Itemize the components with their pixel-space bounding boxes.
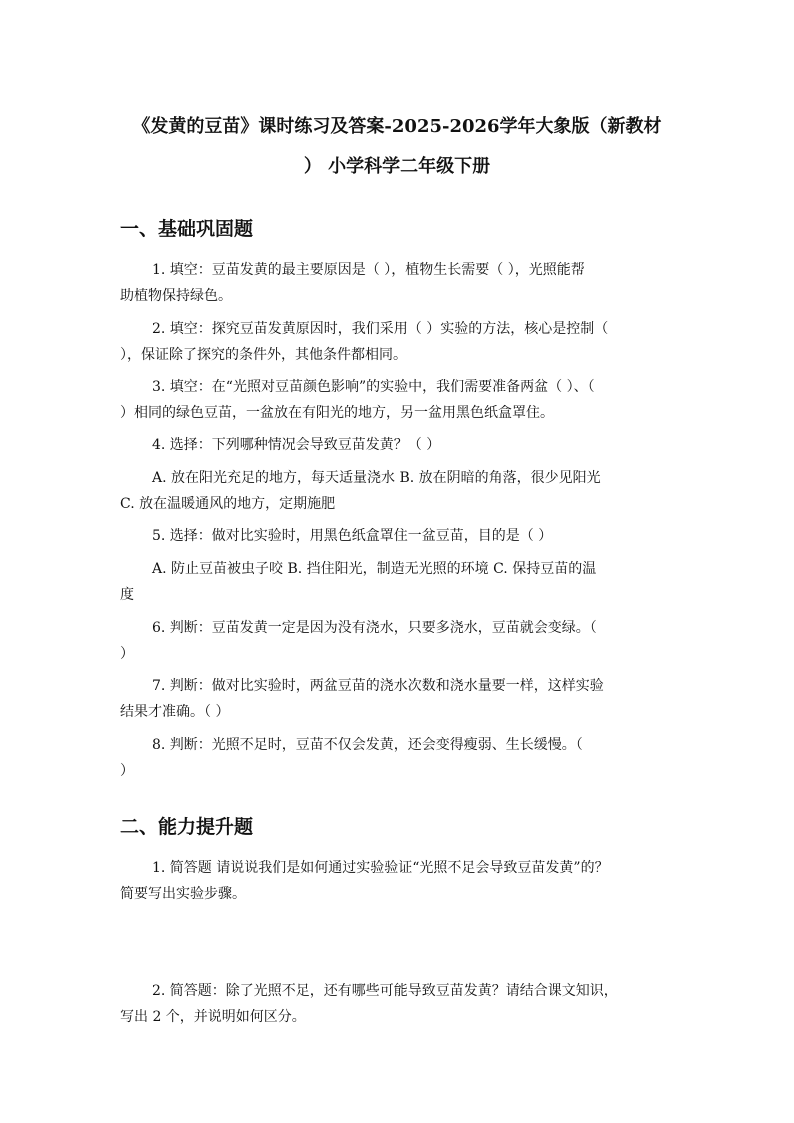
question-line: 简要写出实验步骤。 (120, 886, 246, 902)
question-choice-5 (120, 523, 676, 549)
option-line: 度 (120, 587, 134, 603)
question-line: 2. 填空：探究豆苗发黄原因时，我们采用（ ）实验的方法，核心是控制（ (152, 321, 609, 337)
question-fill-1 (120, 257, 676, 309)
question-choice-4-options (120, 465, 676, 517)
question-judge-7 (120, 673, 676, 725)
question-line: 1. 填空：豆苗发黄的最主要原因是（ ），植物生长需要（ ），光照能帮 (152, 262, 585, 278)
question-line: 3. 填空：在“光照对豆苗颜色影响”的实验中，我们需要准备两盆（ ）、（ (152, 379, 595, 395)
option-line: A. 放在阳光充足的地方，每天适量浇水 B. 放在阴暗的角落，很少见阳光 (152, 470, 601, 486)
question-line: ） (120, 646, 134, 662)
question-line: ），保证除了探究的条件外，其他条件都相同。 (120, 347, 407, 363)
question-line: ） (120, 763, 134, 779)
document-title-line-2: ） 小学科学二年级下册 (303, 156, 491, 177)
question-short-answer-2 (120, 978, 676, 1030)
question-line: 写出 2 个，并说明如何区分。 (120, 1009, 306, 1025)
question-line: 7. 判断：做对比实验时，两盆豆苗的浇水次数和浇水量要一样，这样实验 (152, 678, 604, 694)
question-judge-6 (120, 615, 676, 667)
question-line: 2. 简答题：除了光照不足，还有哪些可能导致豆苗发黄？请结合课文知识， (152, 983, 618, 999)
question-line: 4. 选择：下列哪种情况会导致豆苗发黄？（ ） (152, 437, 441, 453)
question-short-answer-1 (120, 855, 676, 907)
option-line: C. 放在温暖通风的地方，定期施肥 (120, 496, 336, 512)
question-choice-4 (120, 432, 676, 458)
question-judge-8 (120, 732, 676, 784)
question-line: 8. 判断：光照不足时，豆苗不仅会发黄，还会变得瘦弱、生长缓慢。（ (152, 737, 583, 753)
question-line: 结果才准确。（ ） (120, 704, 230, 720)
question-fill-3 (120, 374, 676, 426)
question-line: 5. 选择：做对比实验时，用黑色纸盒罩住一盆豆苗，目的是（ ） (152, 528, 553, 544)
question-fill-2 (120, 316, 676, 368)
question-line: ）相同的绿色豆苗，一盆放在有阳光的地方，另一盆用黑色纸盒罩住。 (120, 405, 554, 421)
document-title-line-1: 《发黄的豆苗》课时练习及答案-2025-2026学年大象版（新教材 (132, 116, 662, 137)
section-heading-basic: 一、基础巩固题 (120, 218, 254, 240)
question-line: 1. 简答题 请说说我们是如何通过实验验证“光照不足会导致豆苗发黄”的？ (152, 860, 609, 876)
question-line: 6. 判断：豆苗发黄一定是因为没有浇水，只要多浇水，豆苗就会变绿。（ (152, 620, 597, 636)
question-line: 助植物保持绿色。 (120, 288, 232, 304)
option-line: A. 防止豆苗被虫子咬 B. 挡住阳光，制造无光照的环境 C. 保持豆苗的温 (152, 561, 597, 577)
question-choice-5-options (120, 556, 676, 608)
section-heading-advanced: 二、能力提升题 (120, 816, 254, 838)
